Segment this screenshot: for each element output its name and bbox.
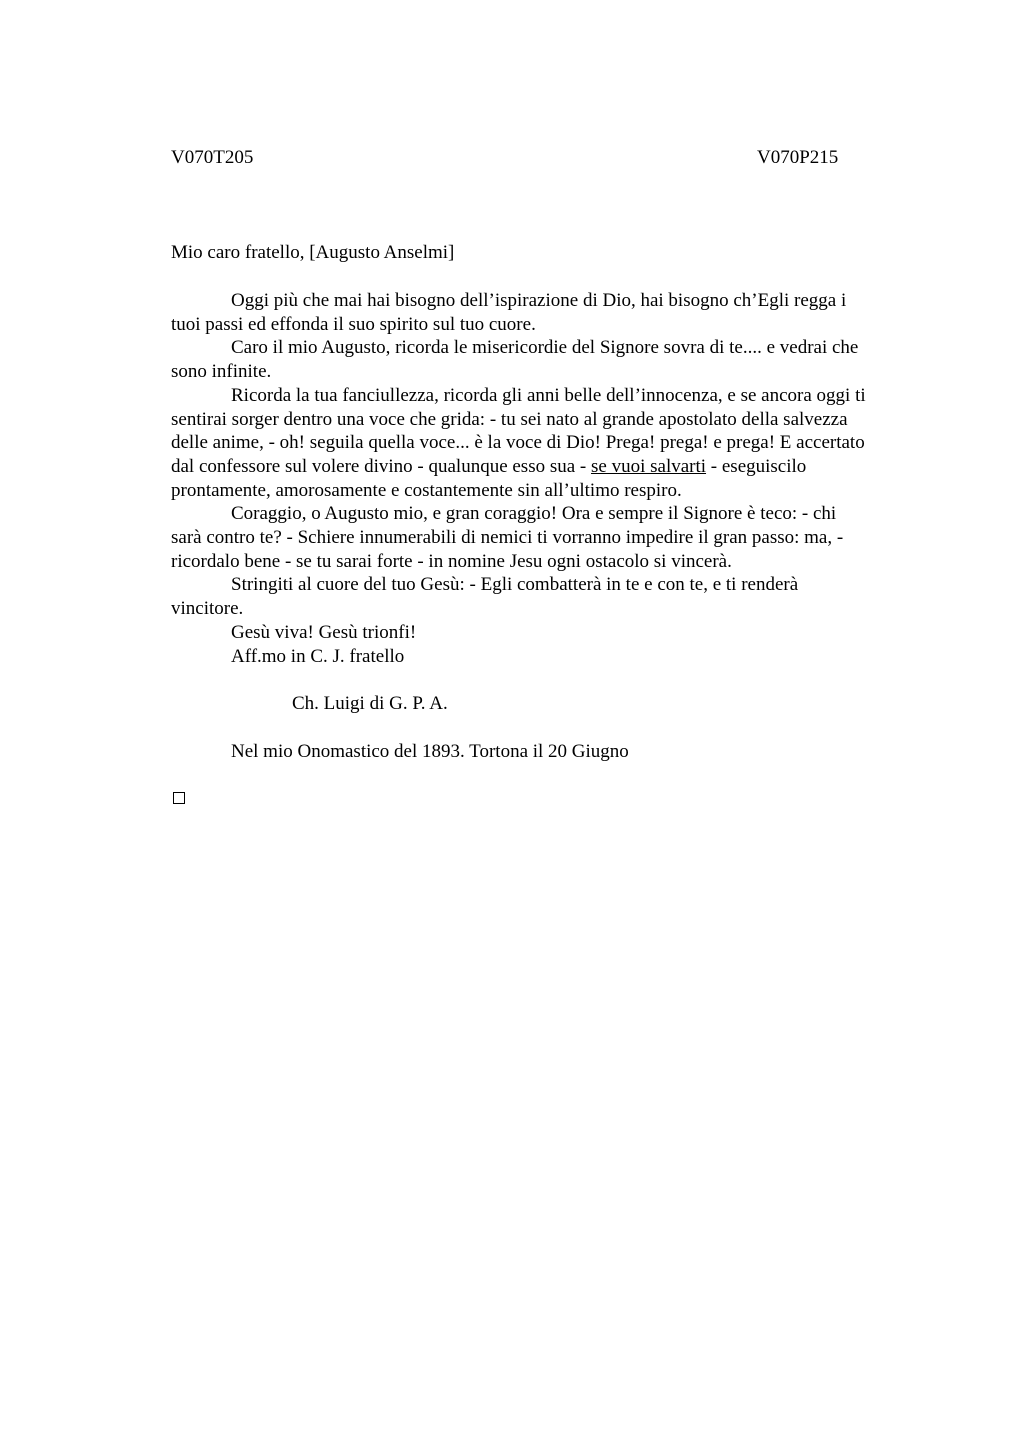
line-text-before: dal confessore sul volere divino - qualunque esso sua - xyxy=(171,455,592,477)
paragraph-1 xyxy=(171,289,931,336)
paragraph-2 xyxy=(171,336,931,383)
document-code-left: V070T205 xyxy=(171,147,254,168)
paragraph-line: delle anime, - oh! seguila quella voce... è la voce di Dio! Prega! prega! e prega! E accertato xyxy=(171,432,865,454)
paragraph-line: Ricorda la tua fanciullezza, ricorda gli anni belle dell’innocenza, e se ancora oggi ti xyxy=(231,384,866,406)
closing-block xyxy=(171,621,931,668)
paragraph-line: sentirai sorger dentro una voce che grida: - tu sei nato al grande apostolato della salvezza xyxy=(171,408,848,430)
document-code-right: V070P215 xyxy=(757,147,839,168)
paragraph-line: Oggi più che mai hai bisogno dell’ispirazione di Dio, hai bisogno ch’Egli regga i xyxy=(231,290,847,311)
paragraph-line: ricordalo bene - se tu sarai forte - in nomine Jesu ogni ostacolo si vincerà. xyxy=(171,550,732,572)
end-of-document-box-icon xyxy=(173,792,185,804)
letter-salutation: Mio caro fratello, [Augusto Anselmi] xyxy=(171,242,455,263)
paragraph-line-with-emphasis xyxy=(171,455,931,479)
paragraph-line: prontamente, amorosamente e costantemente sin all’ultimo respiro. xyxy=(171,479,682,501)
closing-line: Aff.mo in C. J. fratello xyxy=(231,645,405,667)
underlined-phrase: se vuoi salvarti xyxy=(591,455,707,477)
paragraph-line: Stringiti al cuore del tuo Gesù: - Egli combatterà in te e con te, e ti renderà xyxy=(231,574,799,596)
paragraph-line: Coraggio, o Augusto mio, e gran coraggio! Ora e sempre il Signore è teco: - chi xyxy=(231,503,837,525)
letter-signature: Ch. Luigi di G. P. A. xyxy=(292,693,448,714)
letter-body xyxy=(171,289,931,668)
paragraph-5 xyxy=(171,573,931,620)
paragraph-4 xyxy=(171,502,931,573)
paragraph-line: vincitore. xyxy=(171,598,244,620)
paragraph-line: tuoi passi ed effonda il suo spirito sul tuo cuore. xyxy=(171,313,536,335)
paragraph-line: sono infinite. xyxy=(171,361,272,383)
paragraph-line: Caro il mio Augusto, ricorda le misericordie del Signore sovra di te.... e vedrai che xyxy=(231,337,859,359)
letter-date-line: Nel mio Onomastico del 1893. Tortona il 20 Giugno xyxy=(231,741,629,762)
paragraph-line: sarà contro te? - Schiere innumerabili di nemici ti vorranno impedire il gran passo: ma, - xyxy=(171,527,844,549)
line-text-after: - eseguiscilo xyxy=(706,455,807,477)
paragraph-3 xyxy=(171,384,931,503)
closing-line: Gesù viva! Gesù trionfi! xyxy=(231,621,417,643)
